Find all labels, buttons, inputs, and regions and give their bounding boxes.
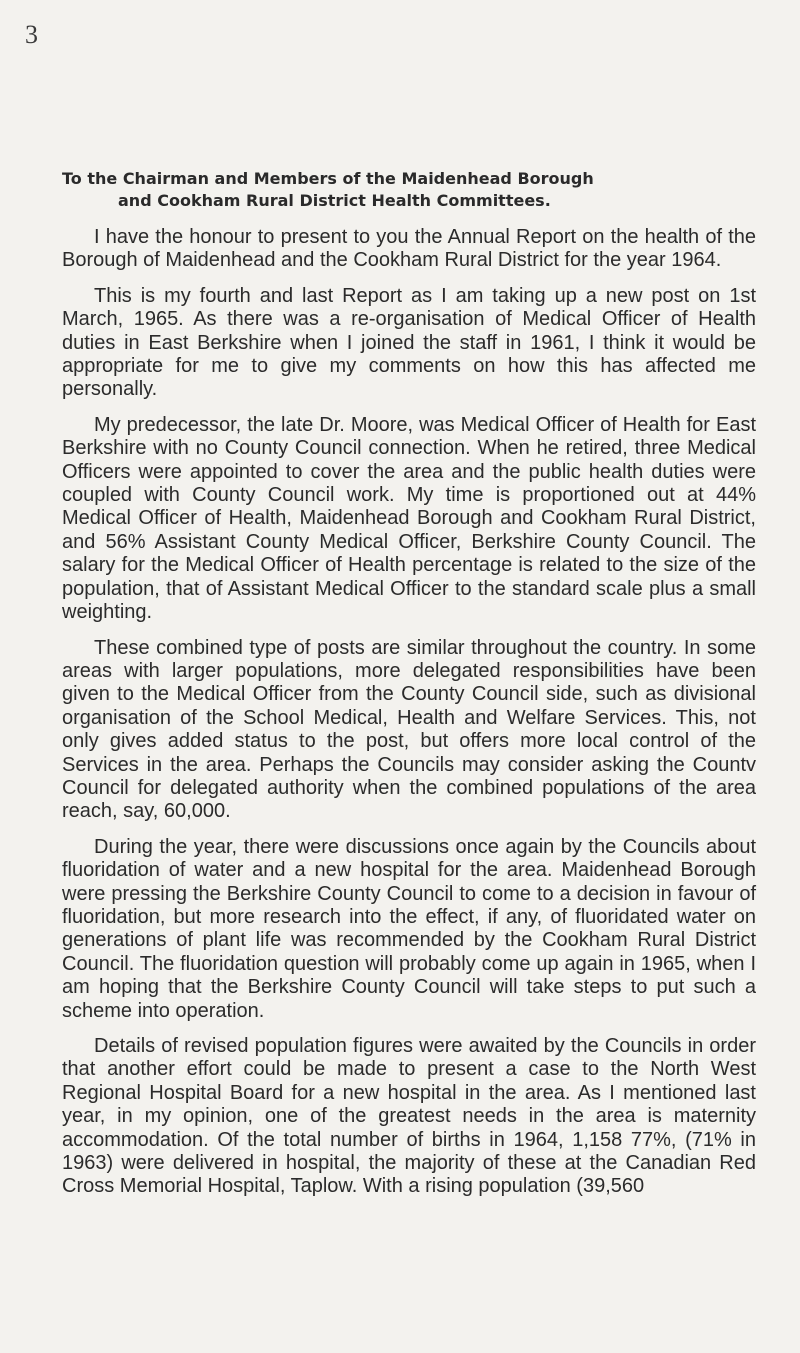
paragraph-hospital: Details of revised population figures were awaited by the Councils in order that another effort could be made to present a case to the North West Regional Hospital Board for a new hospital in the area. As I mentioned last year, in my opinion, one of the greatest needs in the area is maternity accommodation. Of the total number of births in 1964, 1,158 77%, (71% in 1963) were delivered in hospital, the majority of these at the Canadian Red Cross Memorial Hospital, Taplow. With a rising population (39,560 [62,1035,756,1198]
paragraph-new-post: This is my fourth and last Report as I am taking up a new post on 1st March, 1965. As there was a re-organisation of Medical Officer of Health duties in East Berkshire when I joined the staff in 1961, I think it would be appropriate for me to give my comments on how this has affected me personally. [62,284,756,401]
paragraph-predecessor: My predecessor, the late Dr. Moore, was Medical Officer of Health for East Berkshire with no County Council connection. When he retired, three Medical Officers were appointed to cover the area and the public health duties were coupled with County Council work. My time is proportioned out at 44% Medical Officer of Health, Maidenhead Borough and Cookham Rural District, and 56% Assistant County Medical Officer, Berkshire County Council. The salary for the Medical Officer of Health percentage is related to the size of the population, that of Assistant Medical Officer to the standard scale plus a small weighting. [62,413,756,624]
report-body [62,226,756,1211]
heading-line-1: To the Chairman and Members of the Maidenhead Borough [62,169,594,188]
page-number: 3 [25,20,38,49]
paragraph-fluoridation: During the year, there were discussions once again by the Councils about fluoridation of water and a new hospital for the area. Maidenhead Borough were pressing the Berkshire County Council to come to a decision in favour of fluoridation, but more research into the effect, if any, of fluoridated water on generations of plant life was recommended by the Cookham Rural District Council. The fluoridation question will probably come up again in 1965, when I am hoping that the Berkshire County Council will take steps to put such a scheme into operation. [62,835,756,1022]
heading-line-2: and Cookham Rural District Health Committees. [118,191,551,210]
paragraph-combined-posts: These combined type of posts are similar throughout the country. In some areas with larger populations, more delegated responsibilities have been given to the Medical Officer from the County Council side, such as divisional organisation of the School Medical, Health and Welfare Services. This, not only gives added status to the post, but offers more local control of the Services in the area. Perhaps the Councils may consider asking the Countv Council for delegated authority when the combined populations of the area reach, say, 60,000. [62,636,756,823]
letter-heading [62,168,742,212]
paragraph-introduction: I have the honour to present to you the Annual Report on the health of the Borough of Maidenhead and the Cookham Rural District for the year 1964. [62,226,756,272]
